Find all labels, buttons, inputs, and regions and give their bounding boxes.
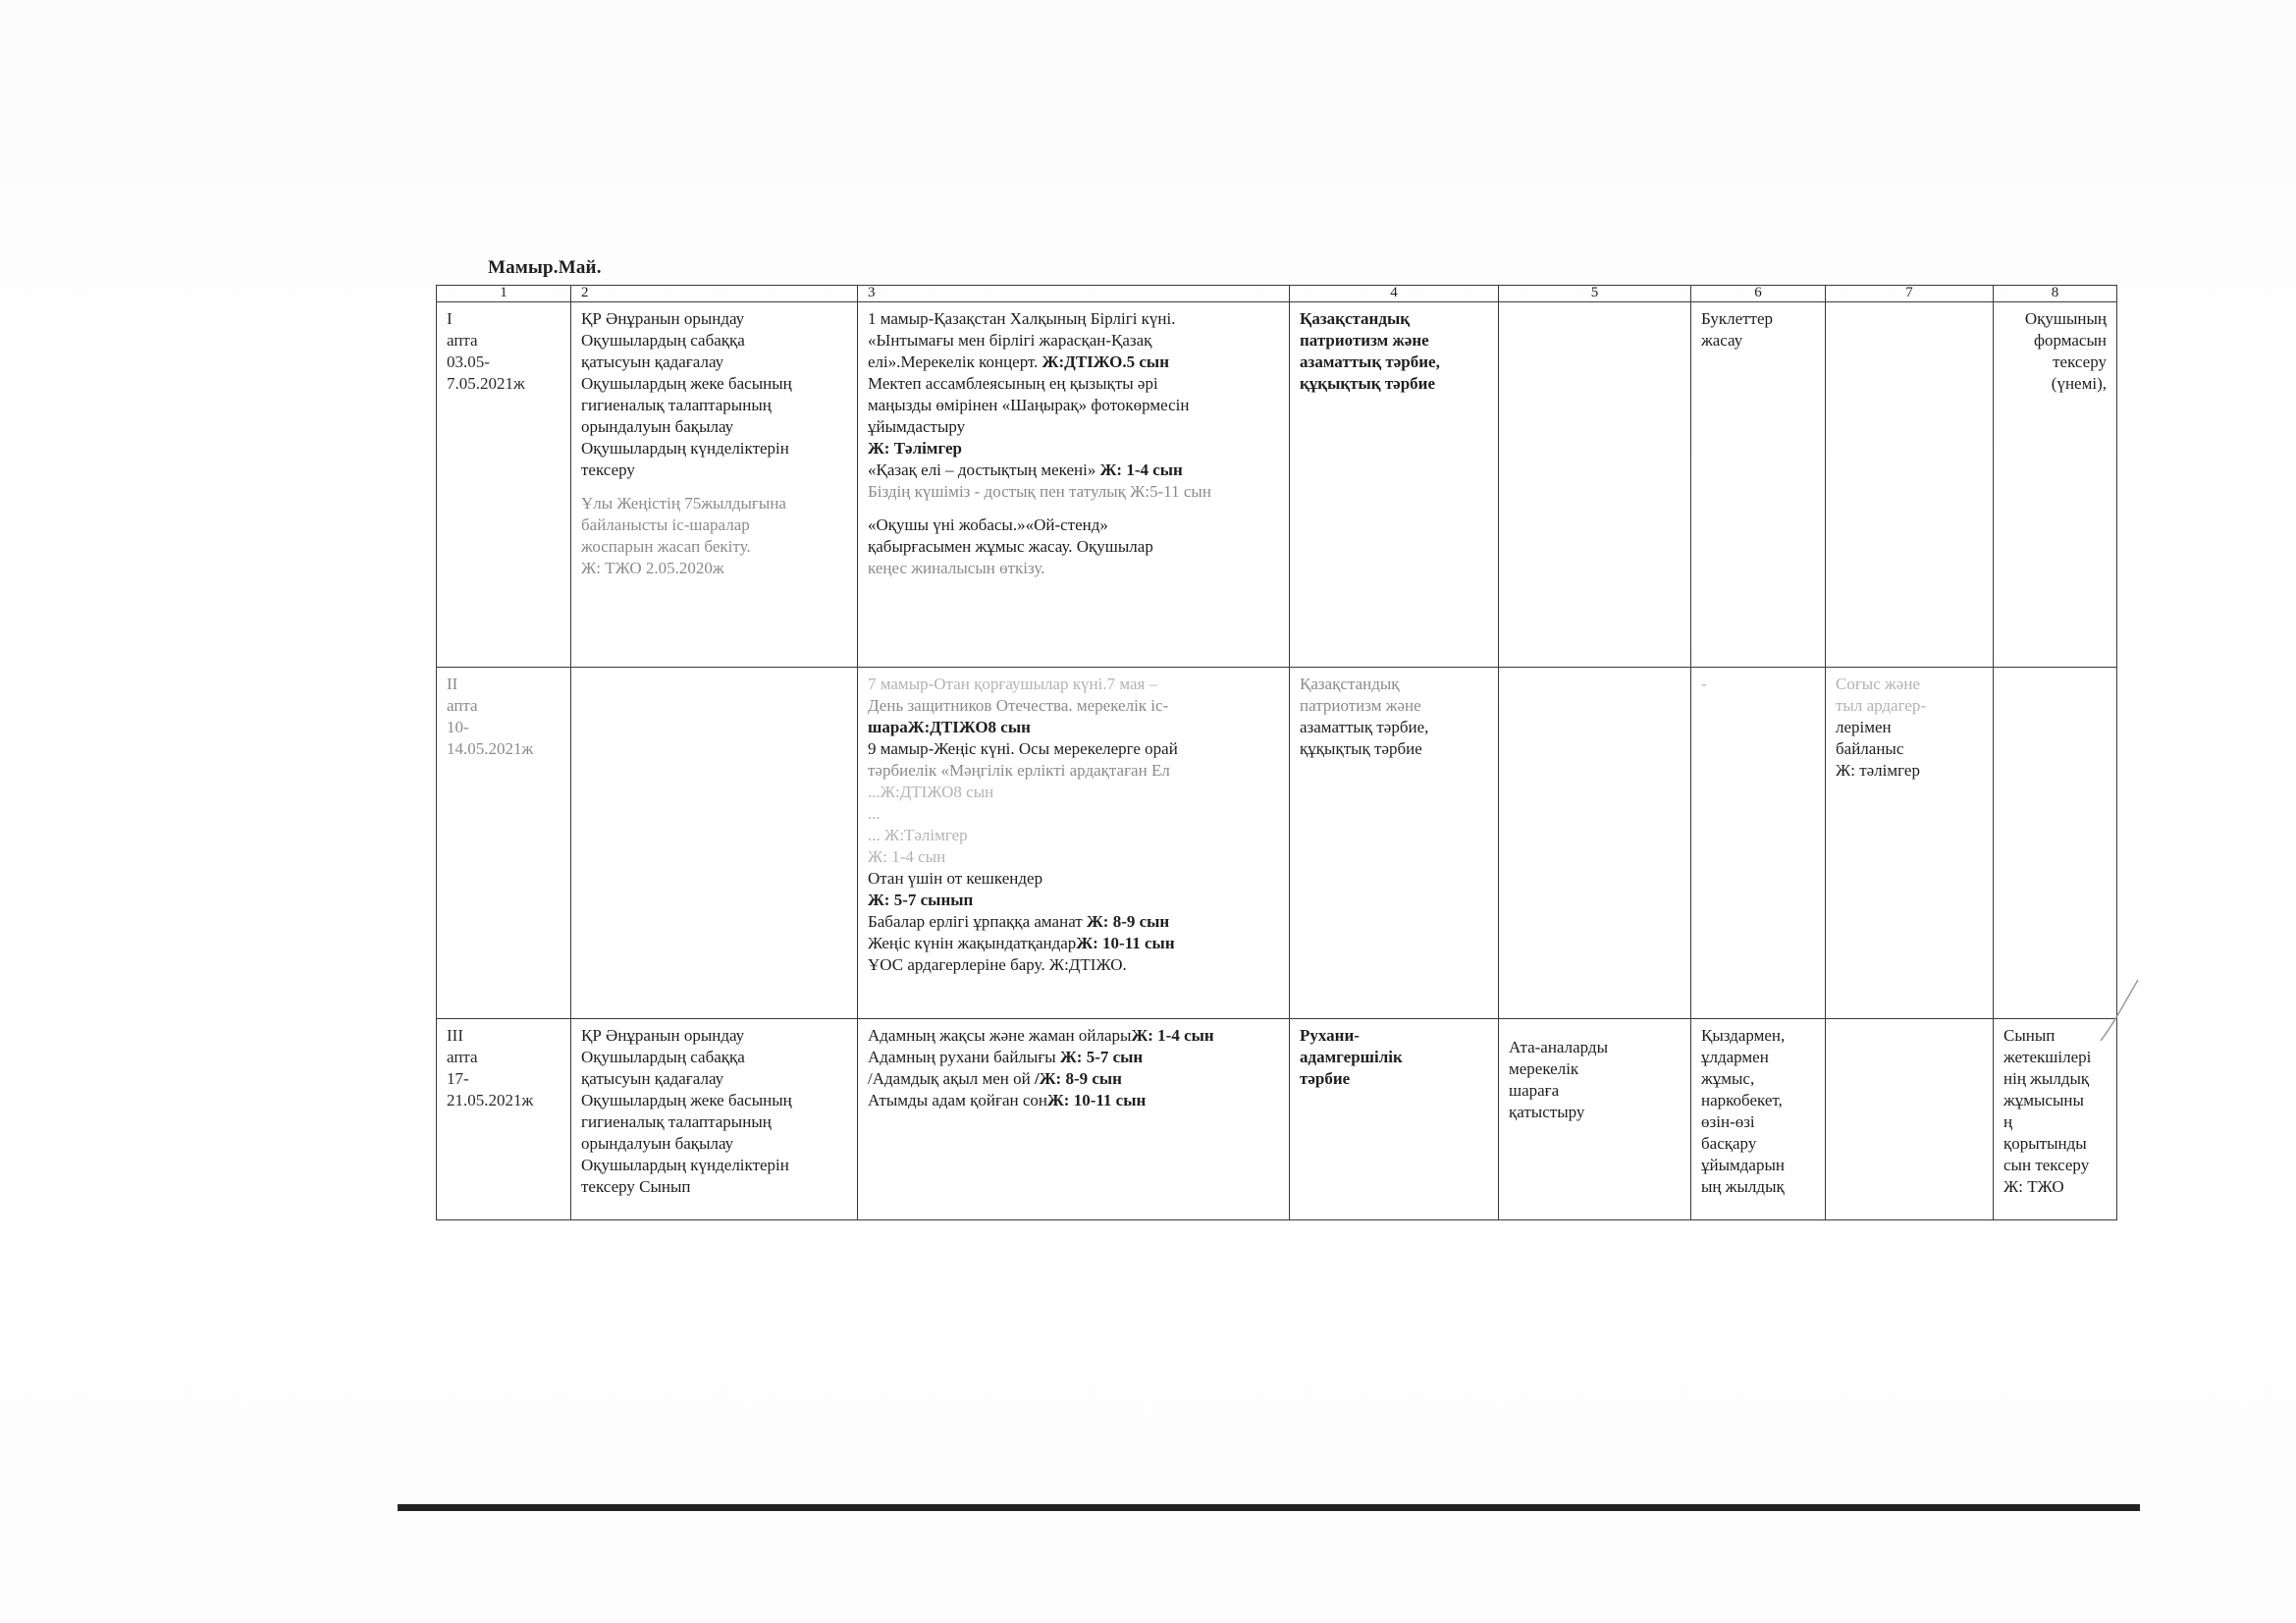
column-number: 7	[1826, 286, 1994, 302]
parents-work-cell: Ата-аналарды мерекелік шараға қатыстыру	[1499, 1019, 1691, 1220]
events-cell: Адамның жақсы және жаман ойларыЖ: 1-4 сын Адамның рухани байлығы Ж: 5-7 сын /Адамдық ақыл мен ой /Ж: 8-9 сын Атымды адам қойған сонЖ: 10-11 сын	[858, 1019, 1290, 1220]
week-cell: I апта 03.05- 7.05.2021ж	[437, 302, 571, 668]
column-number: 6	[1691, 286, 1826, 302]
table-row	[437, 668, 2117, 1019]
parents-work-cell	[1499, 302, 1691, 668]
column-number: 3	[858, 286, 1290, 302]
pen-mark	[2091, 972, 2150, 1051]
week-cell: III апта 17- 21.05.2021ж	[437, 1019, 571, 1220]
table-row	[437, 1019, 2117, 1220]
activities-cell	[571, 668, 858, 1019]
veterans-cell: Соғыс және тыл ардагер- лерімен байланыс Ж: тәлімгер	[1826, 668, 1994, 1019]
table-row	[437, 302, 2117, 668]
column-number: 8	[1994, 286, 2117, 302]
veterans-cell	[1826, 302, 1994, 668]
education-direction-cell: Рухани- адамгершілік тәрбие	[1290, 1019, 1499, 1220]
veterans-cell	[1826, 1019, 1994, 1220]
education-direction-cell: Қазақстандық патриотизм және азаматтық тәрбие, құқықтық тәрбие	[1290, 668, 1499, 1019]
control-cell: Сынып жетекшілері нің жылдық жұмысыны ң қорытынды сын тексеру Ж: ТЖО	[1994, 1019, 2117, 1220]
page-heading: Мамыр.Май.	[488, 257, 602, 278]
student-work-cell: Буклеттер жасау	[1691, 302, 1826, 668]
student-work-cell: -	[1691, 668, 1826, 1019]
education-direction-cell: Қазақстандық патриотизм және азаматтық тәрбие, құқықтық тәрбие	[1290, 302, 1499, 668]
activities-cell: ҚР Әнұранын орындау Оқушылардың сабаққа қатысуын қадағалау Оқушылардың жеке басының гигиеналық талаптарының орындалуын бақылау Оқушылардың күнделіктерін тексеру Ұлы Жеңістің 75жылдығына байланысты іс-шаралар жоспарын жасап бекіту. Ж: ТЖО 2.05.2020ж	[571, 302, 858, 668]
control-cell: Оқушының формасын тексеру (үнемі),	[1994, 302, 2117, 668]
column-number: 4	[1290, 286, 1499, 302]
parents-work-cell	[1499, 668, 1691, 1019]
week-cell: II апта 10- 14.05.2021ж	[437, 668, 571, 1019]
column-number-row	[437, 286, 2117, 302]
events-cell: 7 мамыр-Отан қорғаушылар күні.7 мая – День защитников Отечества. мерекелік іс- шараЖ:ДТІЖО8 сын 9 мамыр-Жеңіс күні. Осы мерекелерге орай тәрбиелік «Мәңгілік ерлікті ардақтаған Ел ...Ж:ДТІЖО8 сын ... ... Ж:Тәлімгер Ж: 1-4 сын Отан үшін от кешкендер Ж: 5-7 сынып Бабалар ерлігі ұрпаққа аманат Ж: 8-9 сын Жеңіс күнін жақындатқандарЖ: 10-11 сын ҰОС ардагерлеріне бару. Ж:ДТІЖО.	[858, 668, 1290, 1019]
activities-cell: ҚР Әнұранын орындау Оқушылардың сабаққа қатысуын қадағалау Оқушылардың жеке басының гигиеналық талаптарының орындалуын бақылау Оқушылардың күнделіктерін тексеру Сынып	[571, 1019, 858, 1220]
column-number: 2	[571, 286, 858, 302]
student-work-cell: Қыздармен, ұлдармен жұмыс, наркобекет, өзін-өзі басқару ұйымдарын ың жылдық	[1691, 1019, 1826, 1220]
monthly-plan-table	[436, 285, 2117, 1220]
column-number: 5	[1499, 286, 1691, 302]
scan-edge-bar	[398, 1504, 2140, 1511]
control-cell	[1994, 668, 2117, 1019]
column-number: 1	[437, 286, 571, 302]
events-cell: 1 мамыр-Қазақстан Халқының Бірлігі күні. «Ынтымағы мен бірлігі жарасқан-Қазақ елі».Мерекелік концерт. Ж:ДТІЖО.5 сын Мектеп ассамблеясының ең қызықты әрі маңызды өмірінен «Шаңырақ» фотокөрмесін ұйымдастыру Ж: Тәлімгер «Қазақ елі – достықтың мекені» Ж: 1-4 сын Біздің күшіміз - достық пен татулық Ж:5-11 сын «Оқушы үні жобасы.»«Ой-стенд» қабырғасымен жұмыс жасау. Оқушылар кеңес жиналысын өткізу.	[858, 302, 1290, 668]
